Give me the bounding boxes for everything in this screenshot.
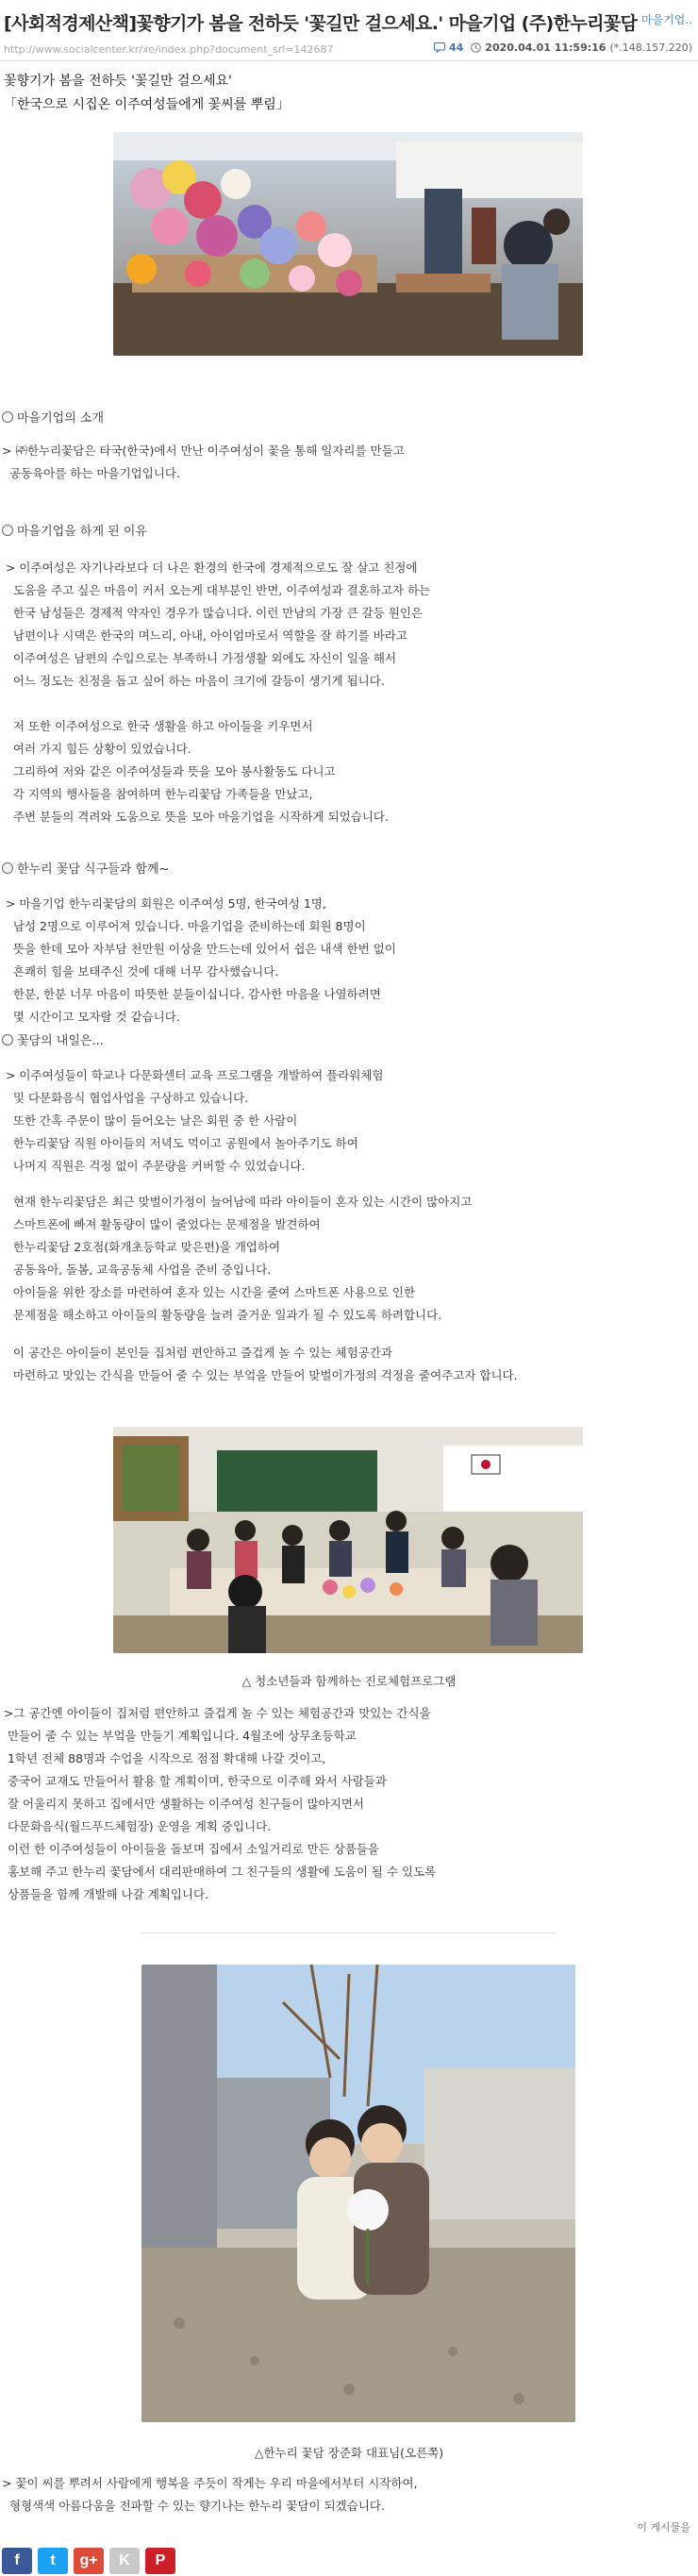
flower-market-image <box>113 132 583 356</box>
section-heading-intro-text: 마을기업의 소개 <box>17 411 105 426</box>
clock-icon <box>471 42 481 53</box>
section-heading-future <box>2 1030 104 1048</box>
post-ip: (*.148.157.220) <box>609 42 692 54</box>
future-body-3: 이 공간은 아이들이 본인들 집처럼 편안하고 즐겁게 놀 수 있는 체험공간과 마련하고 맛있는 간식을 만들어 줄 수 있는 부엌을 만들어 맞벌이가정의 걱정을 줄여주고자 합니다. <box>12 1346 518 1382</box>
ceo-image <box>141 1965 575 2422</box>
post-meta <box>434 42 692 54</box>
section-heading-future-text: 꽃담의 내일은... <box>17 1034 104 1048</box>
lead-text <box>4 70 290 117</box>
more-options-label[interactable]: 이 게시물을 <box>637 2521 690 2534</box>
circle-icon <box>2 862 13 874</box>
post-title: [사회적경제산책]꽃향기가 봄을 전하듯 '꽃길만 걸으세요.' 마을기업 (주)한누리꽃담 <box>4 13 638 34</box>
section-heading-reason-text: 마을기업을 하게 된 이유 <box>17 525 147 539</box>
comment-count[interactable]: 44 <box>448 42 464 54</box>
reason-body-2: 저 또한 이주여성으로 한국 생활을 하고 아이들을 키우면서 여러 가지 힘든 상황이 있었습니다. 그리하여 저와 같은 이주여성들과 뜻을 모아 봉사활동도 다니고 각 지역의 행사들을 참여하며 한누리꽃담 가족들을 만났고, 주변 분들의 격려와 도움으로 뜻을 모아 마을기업을 시작하게 되었습니다. <box>12 719 389 824</box>
post-datetime: 2020.04.01 11:59:16 <box>485 42 607 54</box>
space-body: >그 공간엔 아이들이 집처럼 편안하고 즐겁게 놀 수 있는 체험공간과 맛있는 간식을 만들어 줄 수 있는 부엌을 만들기 계획입니다. 4월조에 상무초등학교 1학년 전체 88명과 수업을 시작으로 점점 확대해 나갈 것이고, 중국어 교재도 만들어서 활용 할 계획이며, 한국으로 이주해 와서 사람들과 잘 어울리지 못하고 집에서만 생활하는 이주여성 친구들이 많아지면서 다문화음식(월드푸드체험장) 운영을 계획 중입니다. 이런 한 이주여성들이 아이들을 돌보며 집에서 소일거리로 만든 상품들을 홍보해 주고 한누리 꽃담에서 대리판매하여 그 친구들의 생활에 도움이 될 수 있도록 상품들을 함께 개발해 나갈 계획입니다. <box>4 1706 437 1901</box>
section-heading-reason <box>2 521 147 539</box>
circle-icon <box>2 525 13 536</box>
flower-market-photo <box>113 132 583 356</box>
caption-classroom: △ 청소년들과 함께하는 진로체험프로그램 <box>241 1674 457 1688</box>
facebook-icon[interactable]: f <box>2 2548 32 2574</box>
section-heading-intro <box>2 408 104 426</box>
lead-line-2: 「한국으로 시집온 이주여성들에게 꽃씨를 뿌림」 <box>4 97 290 112</box>
intro-body: > ㈜한누리꽃담은 타국(한국)에서 만난 이주여성이 꽃을 통해 일자리를 만들고 공동육아를 하는 마을기업입니다. <box>2 443 405 480</box>
future-body: > 이주여성들이 학교나 다문화센터 교육 프로그램을 개발하여 플라워체험 및 다문화음식 협업사업을 구상하고 있습니다. 또한 간혹 주문이 많이 들어오는 날은 회원 중 한 사람이 한누리꽃담 직원 아이들의 저녁도 먹이고 공원에서 놀아주기도 하여 나머지 직원은 걱정 없이 주문량을 커버할 수 있었습니다. <box>5 1068 384 1173</box>
kakao-icon[interactable]: K <box>109 2548 140 2574</box>
content-divider <box>141 1932 557 1933</box>
twitter-icon[interactable]: t <box>38 2548 68 2574</box>
caption-ceo: △한누리 꽃담 장준화 대표님(오른쪽) <box>254 2446 444 2460</box>
reason-body: > 이주여성은 자기나라보다 더 나은 환경의 한국에 경제적으로도 잘 살고 친정에 도움을 주고 싶은 마음이 커서 오는게 대부분인 반면, 이주여성과 결혼하고자 하는 한국 남성들은 경제적 약자인 경우가 많습니다. 이런 만남의 가장 큰 갈등 원인은 남편이나 시댁은 한국의 며느리, 아내, 아이엄마로서 역할을 잘 하기를 바라고 이주여성은 남편의 수입으로는 부족하니 가정생활 외에도 자신이 일을 해서 어느 정도는 친정을 돕고 싶어 하는 마음이 크기에 갈등이 생기게 됩니다. <box>5 560 431 688</box>
section-heading-members <box>2 859 169 877</box>
category-link[interactable]: 마을기업.. <box>641 13 692 26</box>
members-body: > 마을기업 한누리꽃담의 회원은 이주여성 5명, 한국여성 1명, 남성 2명으로 이루어져 있습니다. 마을기업을 준비하는데 회원 8명이 뜻을 한데 모아 자부담 천만원 이상을 만드는데 있어서 쉽은 내색 한번 없이 흔쾌히 힘을 보태주신 것에 대해 너무 감사했습니다. 한분, 한분 너무 마음이 따뜻한 분들이십니다. 감사한 마음을 나열하려면 몇 시간이고 모자랄 것 같습니다. <box>5 896 396 1024</box>
section-heading-members-text: 한누리 꽃담 식구들과 함께~ <box>17 862 170 877</box>
closing-body: > 꽃이 씨를 뿌려서 사람에게 행복을 주듯이 작게는 우리 마을에서부터 시작하여, 형형색색 아름다움을 전파할 수 있는 향기나는 한누리 꽃담이 되겠습니다. <box>2 2476 418 2513</box>
googleplus-icon[interactable]: g+ <box>74 2548 104 2574</box>
classroom-photo <box>113 1427 583 1653</box>
circle-icon <box>2 411 13 423</box>
header-divider <box>0 60 698 61</box>
circle-icon <box>2 1034 13 1045</box>
future-body-2: 현재 한누리꽃담은 최근 맞벌이가정이 늘어남에 따라 아이들이 혼자 있는 시간이 많아지고 스마트폰에 빠져 활동량이 많이 줄었다는 문제점을 발견하여 한누리꽃담 2호점(화개초등학교 맞은편)을 개업하여 공동육아, 돌봄, 교육공동체 사업을 준비 중입니다. 아이들을 위한 장소를 마련하여 혼자 있는 시간을 줄여 스마트폰 사용으로 인한 문제점을 해소하고 아이들의 활동량을 늘려 즐거운 일과가 될 수 있도록 하려합니다. <box>12 1195 473 1322</box>
classroom-image <box>113 1427 583 1653</box>
post-url[interactable]: http://www.socialcenter.kr/xe/index.php?document_srl=142687 <box>4 43 334 56</box>
ceo-photo <box>141 1965 575 2422</box>
pinterest-icon[interactable]: P <box>145 2548 175 2574</box>
comment-icon <box>434 42 445 53</box>
lead-line-1: 꽃향기가 봄을 전하듯 '꽃길만 걸으세요' <box>4 74 232 89</box>
